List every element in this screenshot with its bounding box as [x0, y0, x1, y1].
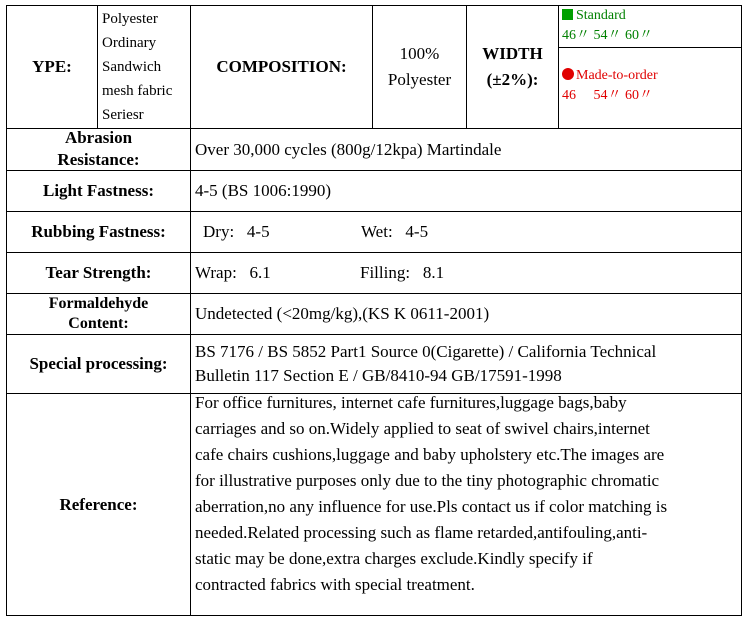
type-value-line: Seriesr [102, 107, 144, 123]
tear-wrap: Wrap: 6.1 [195, 263, 271, 282]
abrasion-label [7, 129, 190, 170]
abrasion-label-line: Abrasion [64, 127, 133, 147]
reference-value [191, 394, 741, 615]
reference-line: needed.Related processing such as flame retarded,antifouling,anti- [195, 523, 648, 542]
made-to-order-row [562, 66, 658, 86]
tear-strength-value [191, 253, 741, 293]
type-value-line: mesh fabric [102, 83, 173, 99]
special-processing-line: Bulletin 117 Section E / GB/8410-94 GB/17591-1998 [195, 366, 562, 385]
formaldehyde-label-line: Content: [68, 315, 129, 332]
type-value [98, 6, 190, 128]
red-dot-icon [562, 68, 574, 80]
width-label-line: WIDTH [482, 44, 543, 63]
formaldehyde-label-line: Formaldehyde [48, 295, 149, 312]
composition-value-line: 100% [399, 44, 440, 63]
rubbing-fastness-value [191, 212, 741, 252]
abrasion-value: Over 30,000 cycles (800g/12kpa) Martindale [195, 139, 502, 159]
rubbing-dry: Dry: 4-5 [203, 222, 270, 241]
reference-line: For office furnitures, internet cafe furnitures,luggage bags,baby [195, 393, 627, 412]
green-square-icon [562, 9, 573, 20]
reference-line: aberration,no any influence for use.Pls contact us if color matching is [195, 497, 668, 516]
formaldehyde-label [7, 294, 190, 334]
type-value-line: Ordinary [102, 35, 157, 51]
type-value-line: Sandwich [102, 59, 162, 75]
tear-filling: Filling: 8.1 [360, 263, 445, 282]
reference-label: Reference: [59, 494, 138, 514]
composition-value [373, 6, 466, 128]
special-processing-line: BS 7176 / BS 5852 Part1 Source 0(Cigarette) / California Technical [195, 342, 657, 361]
width-label-line: (±2%): [486, 70, 539, 89]
standard-width [559, 6, 742, 47]
made-to-order-label: Made-to-order [576, 68, 658, 83]
tear-strength-label: Tear Strength: [45, 263, 152, 282]
standard-row [562, 6, 653, 26]
reference-line: contracted fabrics with special treatment. [195, 575, 475, 594]
abrasion-label-line: Resistance: [57, 149, 140, 169]
reference-line: carriages and so on.Widely applied to seat of swivel chairs,internet [195, 419, 650, 438]
light-fastness-label: Light Fastness: [43, 181, 154, 200]
type-value-line: Polyester [102, 11, 158, 27]
standard-label: Standard [576, 8, 626, 23]
reference-line: cafe chairs cushions,luggage and baby upholstery etc.The images are [195, 445, 665, 464]
reference-line: static may be done,extra charges exclude.Kindly specify if [195, 549, 593, 568]
type-label: YPE: [32, 57, 72, 76]
made-to-order-width [559, 48, 742, 128]
composition-label: COMPOSITION: [216, 57, 347, 76]
width-label [467, 6, 558, 128]
composition-value-line: Polyester [387, 70, 452, 89]
made-to-order-sizes: 46 54〃 60〃 [562, 88, 653, 103]
rubbing-fastness-label: Rubbing Fastness: [31, 222, 166, 241]
light-fastness-value: 4-5 (BS 1006:1990) [195, 181, 331, 200]
special-processing-label: Special processing: [29, 354, 168, 373]
reference-line: for illustrative purposes only due to the tiny photographic chromatic [195, 471, 660, 490]
standard-sizes: 46〃 54〃 60〃 [562, 28, 653, 43]
special-processing-value [191, 335, 741, 393]
formaldehyde-value: Undetected (<20mg/kg),(KS K 0611-2001) [195, 304, 490, 323]
rubbing-wet: Wet: 4-5 [361, 222, 429, 241]
